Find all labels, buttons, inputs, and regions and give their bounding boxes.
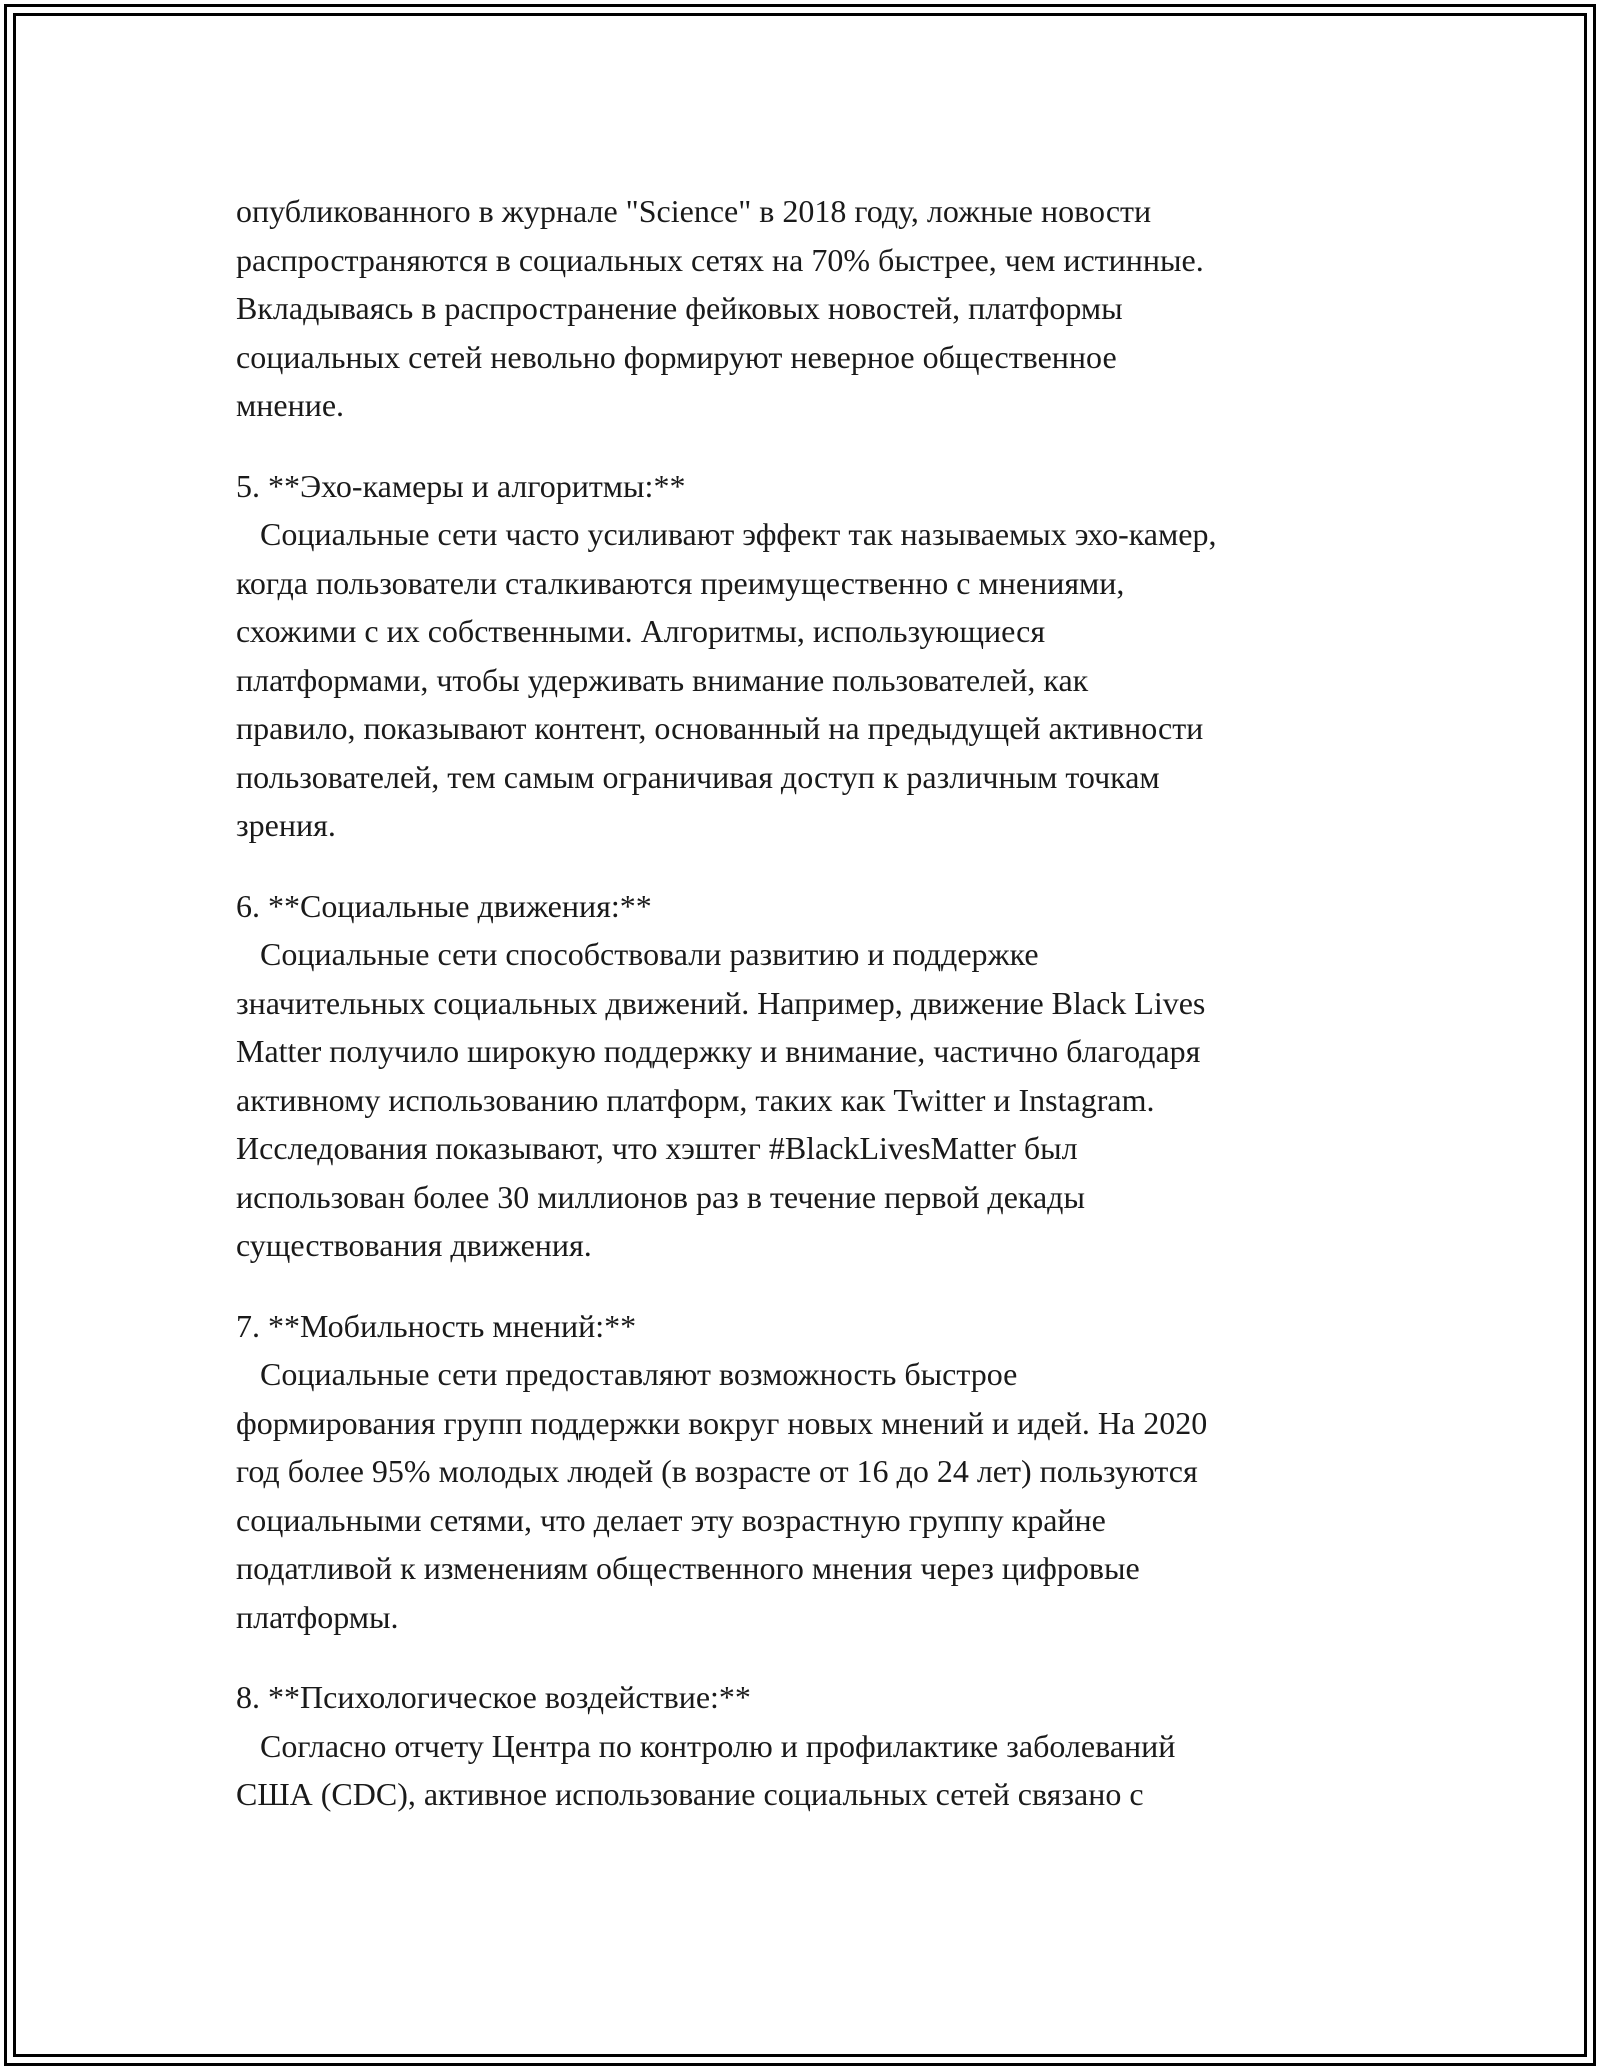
text-line: Социальные сети предоставляют возможность быстрое [236,1356,1018,1392]
text-line: схожими с их собственными. Алгоритмы, использующиеся [236,613,1046,649]
section-heading: 7. **Мобильность мнений:** [236,1307,637,1344]
document-body [236,187,1416,1819]
paragraph-gap [236,430,1416,462]
section-psychological-impact [236,1673,1416,1819]
paragraph-fake-news-continuation [236,187,1416,430]
section-heading: 6. **Социальные движения:** [236,887,652,924]
text-line: Социальные сети часто усиливают эффект так называемых эхо-камер, [236,516,1217,552]
text-line: платформами, чтобы удерживать внимание пользователей, как [236,661,1089,698]
text-line: США (CDC), активное использование социальных сетей связано с [236,1776,1144,1812]
text-line: опубликованного в журнале "Science" в 2018 году, ложные новости [236,193,1152,229]
text-line: когда пользователи сталкиваются преимущественно с мнениями, [236,564,1125,601]
text-line: мнение. [236,387,345,423]
text-line: Социальные сети способствовали развитию и поддержке [236,936,1039,972]
paragraph-gap [236,1270,1416,1302]
text-line: использован более 30 миллионов раз в течение первой декады [236,1178,1085,1215]
text-line: податливой к изменениям общественного мнения через цифровые [236,1550,1140,1586]
text-line: зрения. [236,807,336,843]
text-line: социальных сетей невольно формируют неверное общественное [236,338,1117,375]
text-line: значительных социальных движений. Например, движение Black Lives [236,984,1206,1021]
text-line: Согласно отчету Центра по контролю и профилактике заболеваний [236,1727,1176,1764]
text-line: год более 95% молодых людей (в возрасте от 16 до 24 лет) пользуются [236,1453,1198,1489]
text-line: пользователей, тем самым ограничивая доступ к различным точкам [236,758,1160,795]
text-line: правило, показывают контент, основанный на предыдущей активности [236,710,1204,746]
paragraph-gap [236,850,1416,882]
section-heading: 8. **Психологическое воздействие:** [236,1679,751,1715]
section-echo-chambers [236,462,1416,850]
paragraph-gap [236,1641,1416,1673]
text-line: Исследования показывают, что хэштег #BlackLivesMatter был [236,1130,1078,1166]
text-line: Matter получило широкую поддержку и внимание, частично благодаря [236,1033,1201,1069]
section-opinion-mobility [236,1302,1416,1642]
text-line: существования движения. [236,1227,592,1263]
text-line: платформы. [236,1598,399,1635]
section-social-movements [236,882,1416,1270]
text-line: распространяются в социальных сетях на 70% быстрее, чем истинные. [236,241,1204,278]
text-line: Вкладываясь в распространение фейковых новостей, платформы [236,290,1123,326]
text-line: формирования групп поддержки вокруг новых мнений и идей. На 2020 [236,1404,1208,1441]
section-heading: 5. **Эхо-камеры и алгоритмы:** [236,467,686,504]
text-line: активному использованию платформ, таких как Twitter и Instagram. [236,1081,1155,1118]
text-line: социальными сетями, что делает эту возрастную группу крайне [236,1501,1106,1538]
